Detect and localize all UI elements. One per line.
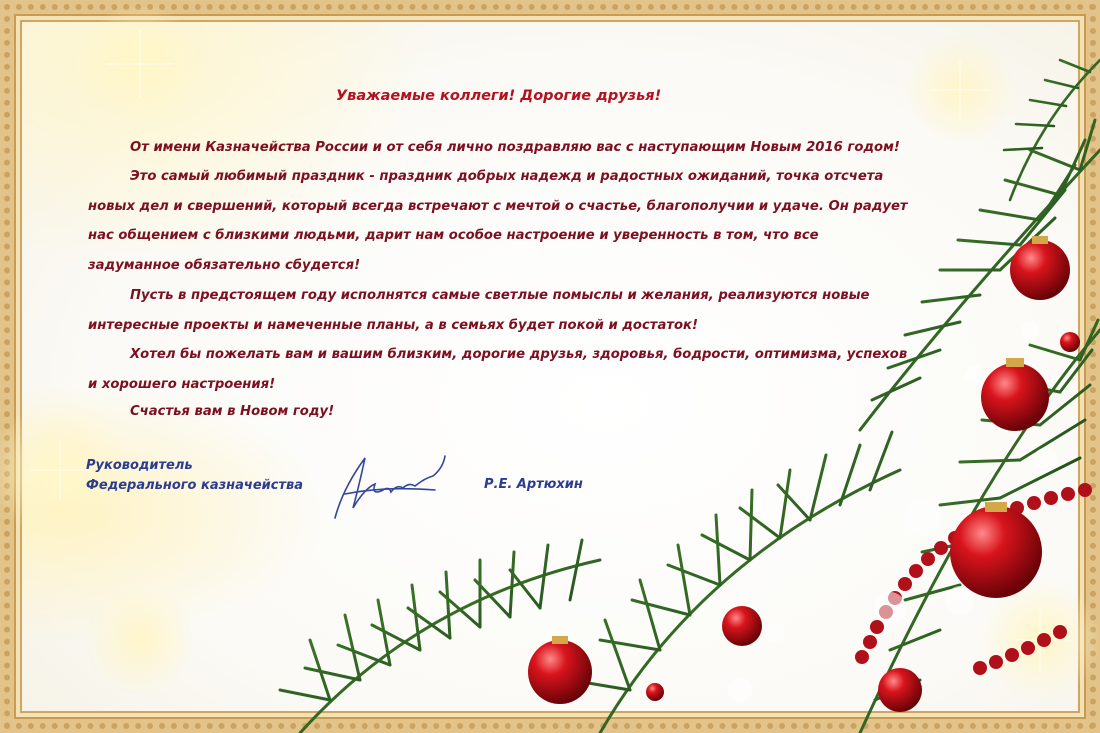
- signature-title-line-2: Федерального казначейства: [86, 478, 304, 493]
- letter-paragraph-1: От имени Казначейства России и от себя лично поздравляю вас с наступающим Новым 2016 годом!: [130, 140, 900, 155]
- letter-paragraph-3: Пусть в предстоящем году исполнятся самые светлые помыслы и желания, реализуются новые интересные проекты и намеченные планы, а в семьях будет покой и достаток!: [88, 288, 870, 333]
- letter-paragraph-4: Хотел бы пожелать вам и вашим близким, дорогие друзья, здоровья, бодрости, оптимизма, успехов и хорошего настроения!: [88, 347, 908, 392]
- signer-name: Р.Е. Артюхин: [484, 477, 583, 492]
- letter-greeting: Уважаемые коллеги! Дорогие друзья!: [336, 88, 662, 104]
- handwritten-signature: [325, 448, 455, 528]
- signature-title: [86, 456, 326, 496]
- letter-paragraph-5: Счастья вам в Новом году!: [130, 404, 335, 419]
- letter-paragraph-2: Это самый любимый праздник - праздник добрых надежд и радостных ожиданий, точка отсчета новых дел и свершений, который всегда встречают с мечтой о счастье, благополучии и удаче. Он радует нас общением с близкими людьми, дарит нам особое настроение и уверенность в том, что все задуманное обязательно сбудется!: [88, 169, 908, 273]
- signature-title-line-1: Руководитель: [86, 458, 193, 473]
